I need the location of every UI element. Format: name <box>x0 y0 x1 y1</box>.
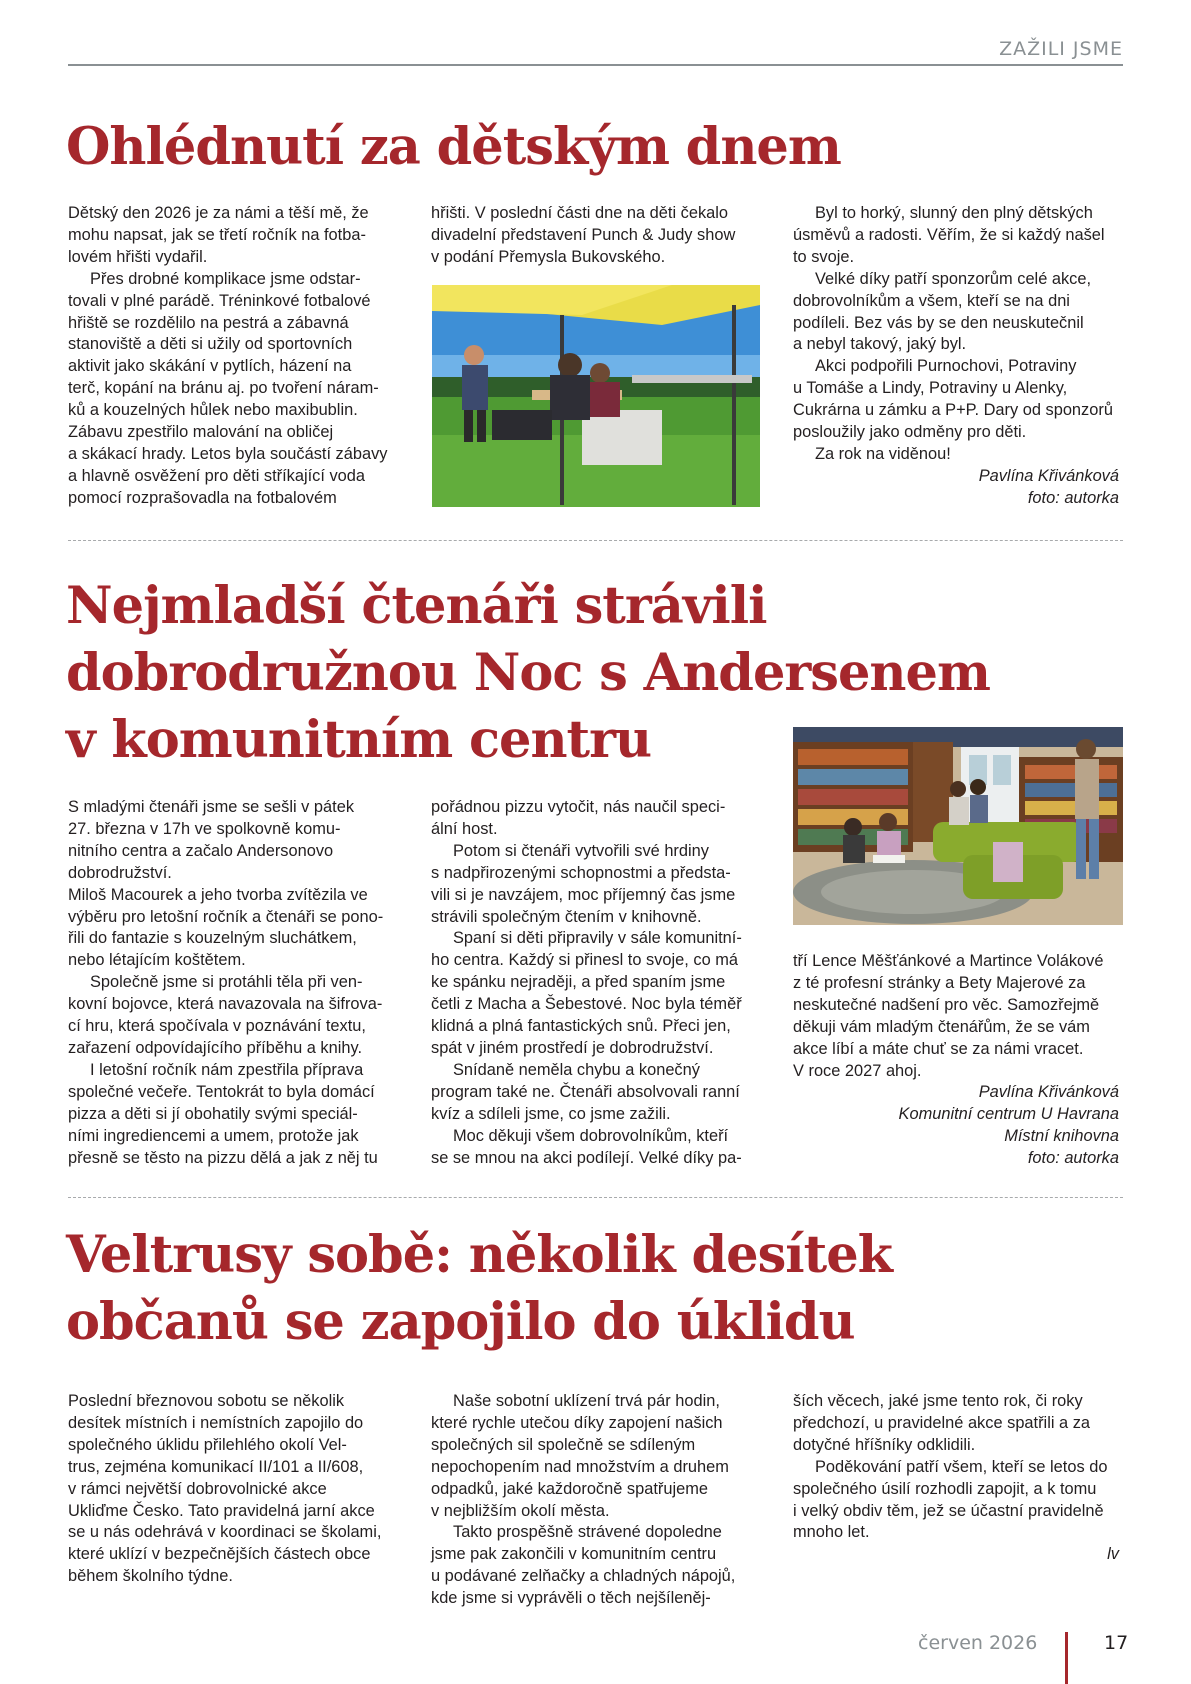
section-divider <box>68 540 1123 541</box>
organization-signature: Komunitní centrum U Havrana <box>898 1105 1119 1124</box>
paragraph-line: během školního týdne. <box>68 1567 233 1586</box>
paragraph-line: strávili společným čtením v knihovně. <box>431 907 702 926</box>
paragraph-line: Přes drobné komplikace jsme odstar- <box>90 269 361 288</box>
paragraph-line: a nebyl takový, jaký byl. <box>793 335 967 354</box>
paragraph-line: Moc děkuji všem dobrovolníkům, kteří <box>453 1126 729 1145</box>
section-divider <box>68 1197 1123 1198</box>
paragraph-line: s nadpřirozenými schopnostmi a předsta- <box>431 863 731 882</box>
paragraph-line: klidná a plná fantastických snů. Přeci jen, <box>431 1017 731 1036</box>
paragraph-line: spát v jiném prostředí je dobrodružství. <box>431 1038 714 1057</box>
paragraph-line: ších věcech, jaké jsme tento rok, či roky <box>793 1392 1083 1410</box>
paragraph-line: 27. března v 17h ve spolkovně komu- <box>68 819 341 838</box>
article2-column-2 <box>431 797 761 1169</box>
paragraph-line: Ukliďme Česko. Tato pravidelná jarní akce <box>68 1501 375 1520</box>
paragraph-line: lovém hřišti vydařil. <box>68 247 208 266</box>
paragraph-line: dobrodružství. <box>68 863 172 882</box>
paragraph-line: kovní bojovce, která navazovala na šifrova- <box>68 995 383 1014</box>
paragraph-line: Zábavu zpestřilo malování na obličej <box>68 423 334 442</box>
article1-column-3 <box>793 203 1123 510</box>
paragraph-line: neskutečné nadšení pro věc. Samozřejmě <box>793 995 1100 1014</box>
paragraph-line: terč, kopání na bránu aj. po tvoření náram- <box>68 379 379 398</box>
paragraph-line: společného úsilí rozhodli zapojit, a k tomu <box>793 1479 1097 1498</box>
article2-column-3 <box>793 951 1123 1170</box>
paragraph-line: desítek místních i nemístních zapojilo do <box>68 1413 364 1432</box>
header-rule <box>68 64 1123 66</box>
paragraph-line: to svoje. <box>793 247 855 266</box>
paragraph-line: divadelní představení Punch & Judy show <box>431 225 736 244</box>
title-line: občanů se zapojilo do úklidu <box>66 1292 855 1352</box>
paragraph-line: Za rok na viděnou! <box>815 444 951 463</box>
article1-column-1 <box>68 203 398 510</box>
paragraph-line: v nejbližším okolí města. <box>431 1501 610 1520</box>
paragraph-line: pořádnou pizzu vytočit, nás naučil speci- <box>431 798 726 816</box>
paragraph-line: mohu napsat, jak se třetí ročník na fotba- <box>68 225 366 244</box>
paragraph-line: se se mnou na akci podílejí. Velké díky pa- <box>431 1148 742 1167</box>
paragraph-line: cí hru, která spočívala v poznávání textu, <box>68 1017 366 1036</box>
paragraph-line: program také ne. Čtenáři absolvovali ranní <box>431 1082 740 1101</box>
library-photo <box>793 727 1123 925</box>
title-line: v komunitním centru <box>66 710 652 770</box>
paragraph-line: kde jsme si vyprávěli o těch nejšíleněj- <box>431 1589 711 1608</box>
paragraph-line: které uklízí v bezpečnějších částech obce <box>68 1545 371 1564</box>
paragraph-line: V roce 2027 ahoj. <box>793 1061 922 1080</box>
paragraph-line: nepochopením nad množstvím a druhem <box>431 1457 729 1476</box>
title-line: Veltrusy sobě: několik desítek <box>66 1225 892 1285</box>
paragraph-line: i velký obdiv těm, jež se účastní pravidelně <box>793 1501 1104 1520</box>
paragraph-line: akce líbí a máte chuť se za námi vracet. <box>793 1039 1084 1058</box>
footer-divider <box>1065 1632 1068 1684</box>
paragraph-line: Cukrárna u zámku a P+P. Dary od sponzorů <box>793 401 1113 420</box>
article3-column-2 <box>431 1391 761 1610</box>
paragraph-line: Akci podpořili Purnochovi, Potraviny <box>815 357 1077 376</box>
paragraph-line: posloužily jako odměny pro děti. <box>793 423 1027 442</box>
paragraph-line: mnoho let. <box>793 1523 870 1542</box>
paragraph-line: u Tomáše a Lindy, Potraviny u Alenky, <box>793 379 1068 398</box>
paragraph-line: které rychle utečou díky zapojení našich <box>431 1413 723 1432</box>
paragraph-line: I letošní ročník nám zpestřila příprava <box>90 1060 364 1079</box>
paragraph-line: Potom si čtenáři vytvořili své hrdiny <box>453 841 709 860</box>
article3-title <box>66 1222 892 1356</box>
paragraph-line: úsměvů a radosti. Věřím, že si každý našel <box>793 225 1105 244</box>
paragraph-line: stanoviště a děti si užily od sportovních <box>68 335 353 354</box>
page-number: 17 <box>1104 1632 1129 1654</box>
paragraph-line: Poslední březnovou sobotu se několik <box>68 1392 345 1410</box>
paragraph-line: se u nás odehrává v koordinaci se školami, <box>68 1523 382 1542</box>
paragraph-line: pomocí rozprašovadla na fotbalovém <box>68 488 337 507</box>
article1-title: Ohlédnutí za dětským dnem <box>66 117 841 177</box>
paragraph-line: společného úklidu přilehlého okolí Vel- <box>68 1435 347 1454</box>
paragraph-line: pizza a děti si jí obohatily svými speciál- <box>68 1104 358 1123</box>
paragraph-line: v podání Přemysla Bukovského. <box>431 247 666 266</box>
organization-signature: Místní knihovna <box>1004 1127 1119 1146</box>
paragraph-line: Snídaně neměla chybu a konečný <box>453 1060 700 1079</box>
footer-issue-month: červen 2026 <box>918 1632 1038 1654</box>
paragraph-line: aktivit jako skákání v pytlích, házení na <box>68 357 352 376</box>
paragraph-line: a hlavně osvěžení pro děti stříkající voda <box>68 466 366 485</box>
paragraph-line: Naše sobotní uklízení trvá pár hodin, <box>453 1392 720 1410</box>
author-signature: Pavlína Křivánková <box>978 466 1119 485</box>
title-line: dobrodružnou Noc s Andersenem <box>66 643 990 703</box>
title-line: Nejmladší čtenáři strávili <box>66 576 767 636</box>
paragraph-line: řili do fantazie s kouzelným sluchátkem, <box>68 929 357 948</box>
paragraph-line: nebo létajícím koštětem. <box>68 951 246 970</box>
article3-column-1 <box>68 1391 398 1588</box>
paragraph-line: u podávané zelňačky a chladných nápojů, <box>431 1567 736 1586</box>
paragraph-line: ho centra. Každý si přinesl to svoje, co má <box>431 951 739 970</box>
paragraph-line: nitního centra a začalo Andersonovo <box>68 841 334 860</box>
photo-credit: foto: autorka <box>1027 1149 1119 1168</box>
paragraph-line: Poděkování patří všem, kteří se letos do <box>815 1457 1108 1476</box>
paragraph-line: z té profesní stránky a Bety Majerové za <box>793 973 1086 992</box>
article2-column-1 <box>68 797 398 1169</box>
section-label: ZAŽILI JSME <box>999 38 1123 60</box>
paragraph-line: tovali v plné parádě. Tréninkové fotbalové <box>68 291 371 310</box>
paragraph-line: S mladými čtenáři jsme se sešli v pátek <box>68 798 355 816</box>
paragraph-line: kvíz a sdíleli jsme, co jsme zažili. <box>431 1104 671 1123</box>
paragraph-line: četli z Macha a Šebestové. Noc byla téměř <box>431 995 742 1014</box>
paragraph-line: ální host. <box>431 819 498 838</box>
kids-day-photo <box>432 285 760 507</box>
paragraph-line: ků a kouzelných hůlek nebo maxibublin. <box>68 401 358 420</box>
photo-credit: foto: autorka <box>1027 488 1119 507</box>
paragraph-line: ke spánku nejraději, a před spaním jsme <box>431 973 726 992</box>
paragraph-line: Společně jsme si protáhli těla při ven- <box>90 973 363 992</box>
paragraph-line: dobrovolníkům a všem, kteří se na dni <box>793 291 1070 310</box>
paragraph-line: společných sil společně se sdíleným <box>431 1435 696 1454</box>
paragraph-line: vili si je navzájem, moc příjemný čas jsme <box>431 885 736 904</box>
paragraph-line: v rámci největší dobrovolnické akce <box>68 1479 327 1498</box>
paragraph-line: zařazení odpovídajícího příběhu a knihy. <box>68 1038 363 1057</box>
paragraph-line: odpadků, jaké každoročně spatřujeme <box>431 1479 708 1498</box>
paragraph-line: předchozí, u pravidelné akce spatřili a za <box>793 1413 1091 1432</box>
article1-column-2 <box>431 203 761 269</box>
paragraph-line: Spaní si děti připravily v sále komunitní- <box>453 929 742 948</box>
paragraph-line: Miloš Macourek a jeho tvorba zvítězila ve <box>68 885 368 904</box>
paragraph-line: jsme pak zakončili v komunitním centru <box>431 1545 717 1564</box>
paragraph-line: děkuji vám mladým čtenářům, že se vám <box>793 1017 1090 1036</box>
paragraph-line: ními ingrediencemi a umem, protože jak <box>68 1126 359 1145</box>
paragraph-line: hřiště se rozdělilo na pestrá a zábavná <box>68 313 349 332</box>
paragraph-line: dotyčné hříšníky odklidili. <box>793 1435 976 1454</box>
paragraph-line: společné večeře. Tentokrát to byla domácí <box>68 1082 375 1101</box>
article3-column-3 <box>793 1391 1123 1566</box>
paragraph-line: Dětský den 2026 je za námi a těší mě, že <box>68 204 369 222</box>
paragraph-line: a skákací hrady. Letos byla součástí zábavy <box>68 444 388 463</box>
paragraph-line: hřišti. V poslední části dne na děti čekalo <box>431 204 729 222</box>
paragraph-line: Velké díky patří sponzorům celé akce, <box>815 269 1092 288</box>
paragraph-line: přesně se těsto na pizzu dělá a jak z něj tu <box>68 1148 378 1167</box>
paragraph-line: Byl to horký, slunný den plný dětských <box>815 204 1093 222</box>
paragraph-line: tří Lence Měšťánkové a Martince Volákové <box>793 952 1104 970</box>
author-signature: Pavlína Křivánková <box>978 1083 1119 1102</box>
paragraph-line: trus, zejména komunikací II/101 a II/608, <box>68 1457 364 1476</box>
author-signature: lv <box>1107 1545 1119 1564</box>
paragraph-line: podíleli. Bez vás by se den neuskutečnil <box>793 313 1084 332</box>
paragraph-line: Takto prospěšně strávené dopoledne <box>453 1523 722 1542</box>
paragraph-line: výběru pro letošní ročník a čtenáři se pono- <box>68 907 384 926</box>
